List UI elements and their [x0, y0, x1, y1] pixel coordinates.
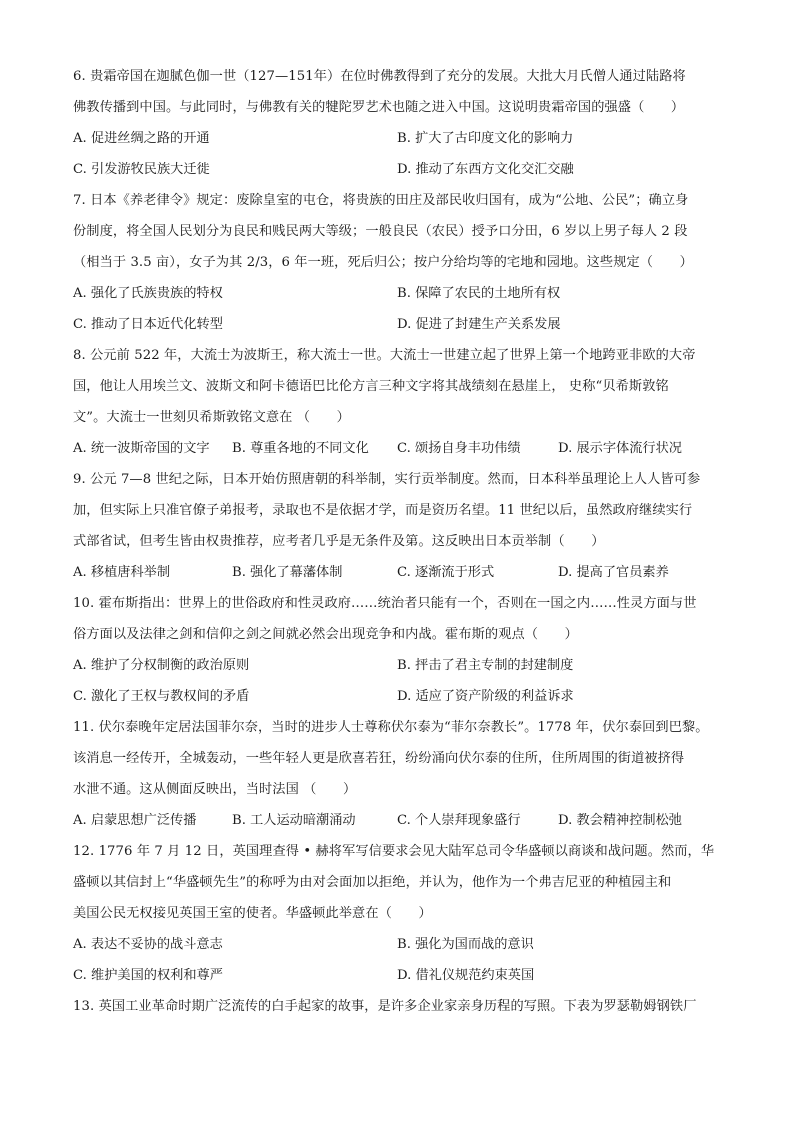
q8-stem-line-2: 国，他让人用埃兰文、波斯文和阿卡德语巴比伦方言三种文字将其战绩刻在悬崖上， 史称“贝希斯敦铭 — [73, 379, 669, 394]
q12-option-b[interactable]: B. 强化为国而战的意识 — [397, 937, 534, 952]
q11-stem-line-2: 该消息一经传开，全城轰动，一些年轻人更是欣喜若狂，纷纷涌向伏尔泰的住所，住所周围的街道被挤得 — [73, 751, 685, 766]
q11-stem-line-1: 11. 伏尔泰晚年定居法国菲尔奈，当时的进步人士尊称伏尔泰为“菲尔奈教长”。1778 年，伏尔泰回到巴黎。 — [73, 720, 709, 735]
q6-option-d[interactable]: D. 推动了东西方文化交汇交融 — [397, 162, 574, 177]
q9-option-a[interactable]: A. 移植唐科举制 — [73, 565, 171, 580]
q12-option-c[interactable]: C. 维护美国的权利和尊严 — [73, 968, 223, 983]
q11-option-b[interactable]: B. 工人运动暗潮涌动 — [232, 813, 356, 828]
q6-option-c[interactable]: C. 引发游牧民族大迁徙 — [73, 162, 210, 177]
q8-option-d[interactable]: D. 展示字体流行状况 — [558, 441, 682, 456]
q12-option-d[interactable]: D. 借礼仪规范约束英国 — [397, 968, 535, 983]
q9-stem-line-3: 式部省试，但考生皆由权贵推荐，应考者几乎是无条件及第。这反映出日本贡举制（ ） — [73, 534, 605, 549]
q6-option-a[interactable]: A. 促进丝绸之路的开通 — [73, 131, 210, 146]
q11-option-a[interactable]: A. 启蒙思想广泛传播 — [73, 813, 197, 828]
q10-option-d[interactable]: D. 适应了资产阶级的利益诉求 — [397, 689, 574, 704]
q7-option-d[interactable]: D. 促进了封建生产关系发展 — [397, 317, 561, 332]
q10-stem-line-1: 10. 霍布斯指出：世界上的世俗政府和性灵政府……统治者只能有一个，否则在一国之内……性灵方面与世 — [73, 596, 697, 611]
q7-stem-line-1: 7. 日本《养老律令》规定：废除皇室的屯仓，将贵族的田庄及部民收归国有，成为“公地、公民”；确立身 — [73, 193, 689, 208]
q8-option-c[interactable]: C. 颂扬自身丰功伟绩 — [397, 441, 521, 456]
q12-option-a[interactable]: A. 表达不妥协的战斗意志 — [73, 937, 223, 952]
q10-option-c[interactable]: C. 激化了王权与教权间的矛盾 — [73, 689, 250, 704]
q7-option-c[interactable]: C. 推动了日本近代化转型 — [73, 317, 223, 332]
q6-option-b[interactable]: B. 扩大了古印度文化的影响力 — [397, 131, 574, 146]
q13-stem-line-1: 13. 英国工业革命时期广泛流传的白手起家的故事，是许多企业家亲身历程的写照。下表为罗瑟勒姆钢铁厂 — [73, 999, 697, 1014]
q8-stem-line-1: 8. 公元前 522 年，大流士为波斯王，称大流士一世。大流士一世建立起了世界上第一个地跨亚非欧的大帝 — [73, 348, 696, 363]
q6-stem-line-2: 佛教传播到中国。与此同时，与佛教有关的犍陀罗艺术也随之进入中国。这说明贵霜帝国的强盛（ ） — [73, 100, 685, 115]
q10-option-b[interactable]: B. 抨击了君主专制的封建制度 — [397, 658, 574, 673]
q11-stem-line-3: 水泄不通。这从侧面反映出，当时法国 （ ） — [73, 782, 357, 797]
q7-option-a[interactable]: A. 强化了氏族贵族的特权 — [73, 286, 223, 301]
q8-option-a[interactable]: A. 统一波斯帝国的文字 — [73, 441, 210, 456]
q10-stem-line-2: 俗方面以及法律之剑和信仰之剑之间就必然会出现竞争和内战。霍布斯的观点（ ） — [73, 627, 578, 642]
q9-option-b[interactable]: B. 强化了幕藩体制 — [232, 565, 343, 580]
q12-stem-line-3: 美国公民无权接见英国王室的使者。华盛顿此举意在（ ） — [73, 906, 432, 921]
q11-option-d[interactable]: D. 教会精神控制松弛 — [558, 813, 682, 828]
q7-option-b[interactable]: B. 保障了农民的土地所有权 — [397, 286, 561, 301]
q12-stem-line-1: 12. 1776 年 7 月 12 日，英国理查得 • 赫将军写信要求会见大陆军总司令华盛顿以商谈和战问题。然而，华 — [73, 844, 715, 859]
q11-option-c[interactable]: C. 个人崇拜现象盛行 — [397, 813, 521, 828]
q8-option-b[interactable]: B. 尊重各地的不同文化 — [232, 441, 369, 456]
q9-option-d[interactable]: D. 提高了官员素养 — [558, 565, 669, 580]
q12-stem-line-2: 盛顿以其信封上“华盛顿先生”的称呼为由对会面加以拒绝，并认为，他作为一个弗吉尼亚的种植园主和 — [73, 875, 672, 890]
q9-stem-line-1: 9. 公元 7—8 世纪之际，日本开始仿照唐朝的科举制，实行贡举制度。然而，日本科举虽理论上人人皆可参 — [73, 472, 701, 487]
q9-stem-line-2: 加，但实际上只准官僚子弟报考，录取也不是依据才学，而是资历名望。11 世纪以后，虽然政府继续实行 — [73, 503, 693, 518]
q9-option-c[interactable]: C. 逐渐流于形式 — [397, 565, 495, 580]
q10-option-a[interactable]: A. 维护了分权制衡的政治原则 — [73, 658, 250, 673]
q7-stem-line-3: （相当于 3.5 亩），女子为其 2/3，6 年一班，死后归公；按户分给均等的宅地和园地。这些规定（ ） — [73, 255, 693, 270]
q7-stem-line-2: 份制度，将全国人民划分为良民和贱民两大等级；一般良民（农民）授予口分田，6 岁以上男子每人 2 段 — [73, 224, 688, 239]
q6-stem-line-1: 6. 贵霜帝国在迦腻色伽一世（127—151年）在位时佛教得到了充分的发展。大批大月氏僧人通过陆路将 — [73, 69, 686, 84]
q8-stem-line-3: 文”。大流士一世刻贝希斯敦铭文意在 （ ） — [73, 410, 350, 425]
